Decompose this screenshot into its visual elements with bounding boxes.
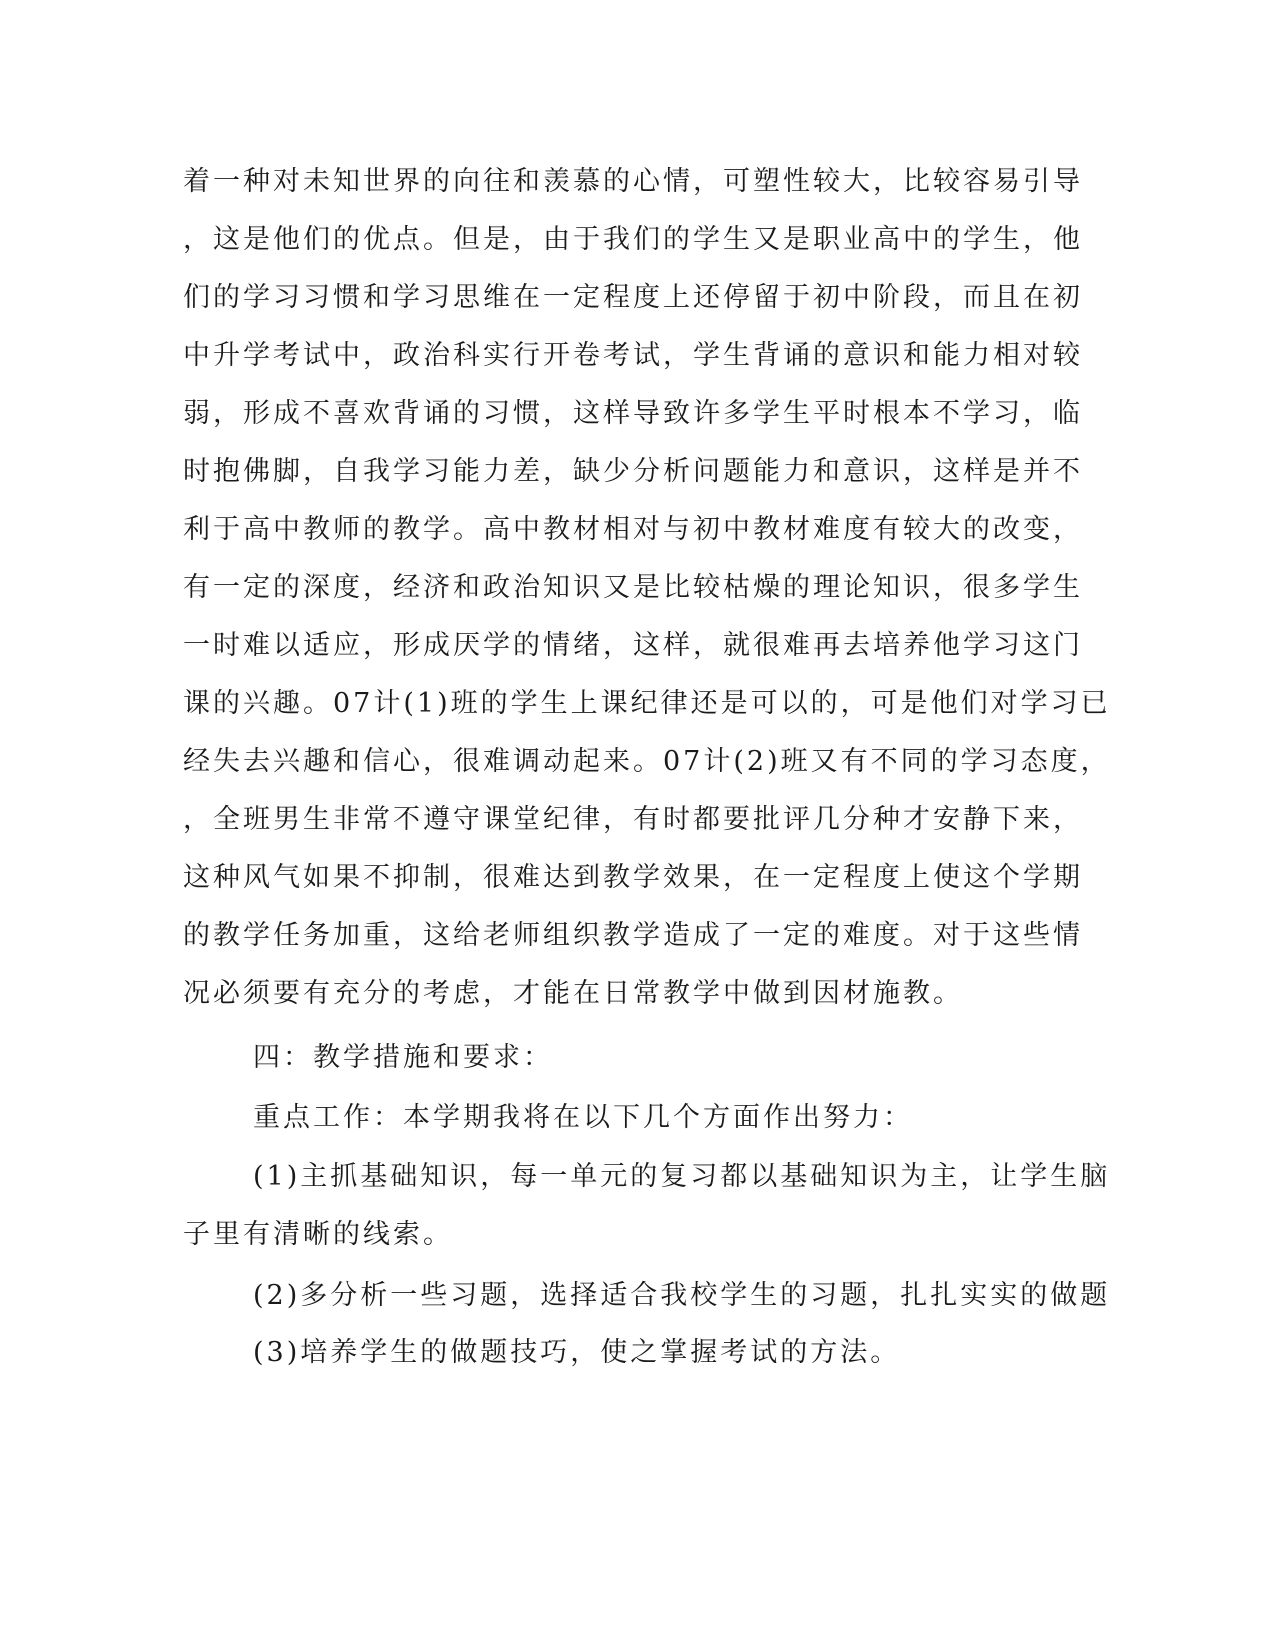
list-item-3: (3)培养学生的做题技巧，使之掌握考试的方法。 [253,1337,901,1368]
paragraph-line-11: 经失去兴趣和信心，很难调动起来。07计(2)班又有不同的学习态度， [183,746,1111,777]
paragraph-line-7: 利于高中教师的教学。高中教材相对与初中教材难度有较大的改变， [183,514,1083,545]
paragraph-line-9: 一时难以适应，形成厌学的情绪，这样，就很难再去培养他学习这门 [183,630,1083,661]
key-work-line: 重点工作：本学期我将在以下几个方面作出努力： [253,1102,913,1133]
list-item-2: (2)多分析一些习题，选择适合我校学生的习题，扎扎实实的做题 [253,1280,1111,1311]
paragraph-line-8: 有一定的深度，经济和政治知识又是比较枯燥的理论知识，很多学生 [183,572,1083,603]
list-item-1-line-2: 子里有清晰的线索。 [183,1219,453,1250]
paragraph-line-6: 时抱佛脚，自我学习能力差，缺少分析问题能力和意识，这样是并不 [183,456,1083,487]
paragraph-line-4: 中升学考试中，政治科实行开卷考试，学生背诵的意识和能力相对较 [183,340,1083,371]
list-item-1-line-1: (1)主抓基础知识，每一单元的复习都以基础知识为主，让学生脑 [253,1161,1111,1192]
paragraph-line-14: 的教学任务加重，这给老师组织教学造成了一定的难度。对于这些情 [183,920,1083,951]
paragraph-line-10: 课的兴趣。07计(1)班的学生上课纪律还是可以的，可是他们对学习已 [183,688,1111,719]
paragraph-line-15: 况必须要有充分的考虑，才能在日常教学中做到因材施教。 [183,978,963,1009]
paragraph-line-5: 弱，形成不喜欢背诵的习惯，这样导致许多学生平时根本不学习，临 [183,398,1083,429]
section-heading: 四：教学措施和要求： [253,1042,553,1073]
paragraph-line-1: 着一种对未知世界的向往和羡慕的心情，可塑性较大，比较容易引导 [183,166,1083,197]
paragraph-line-13: 这种风气如果不抑制，很难达到教学效果，在一定程度上使这个学期 [183,862,1083,893]
paragraph-line-2: ，这是他们的优点。但是，由于我们的学生又是职业高中的学生，他 [183,224,1083,255]
paragraph-line-3: 们的学习习惯和学习思维在一定程度上还停留于初中阶段，而且在初 [183,282,1083,313]
paragraph-line-12: ，全班男生非常不遵守课堂纪律，有时都要批评几分种才安静下来， [183,804,1083,835]
